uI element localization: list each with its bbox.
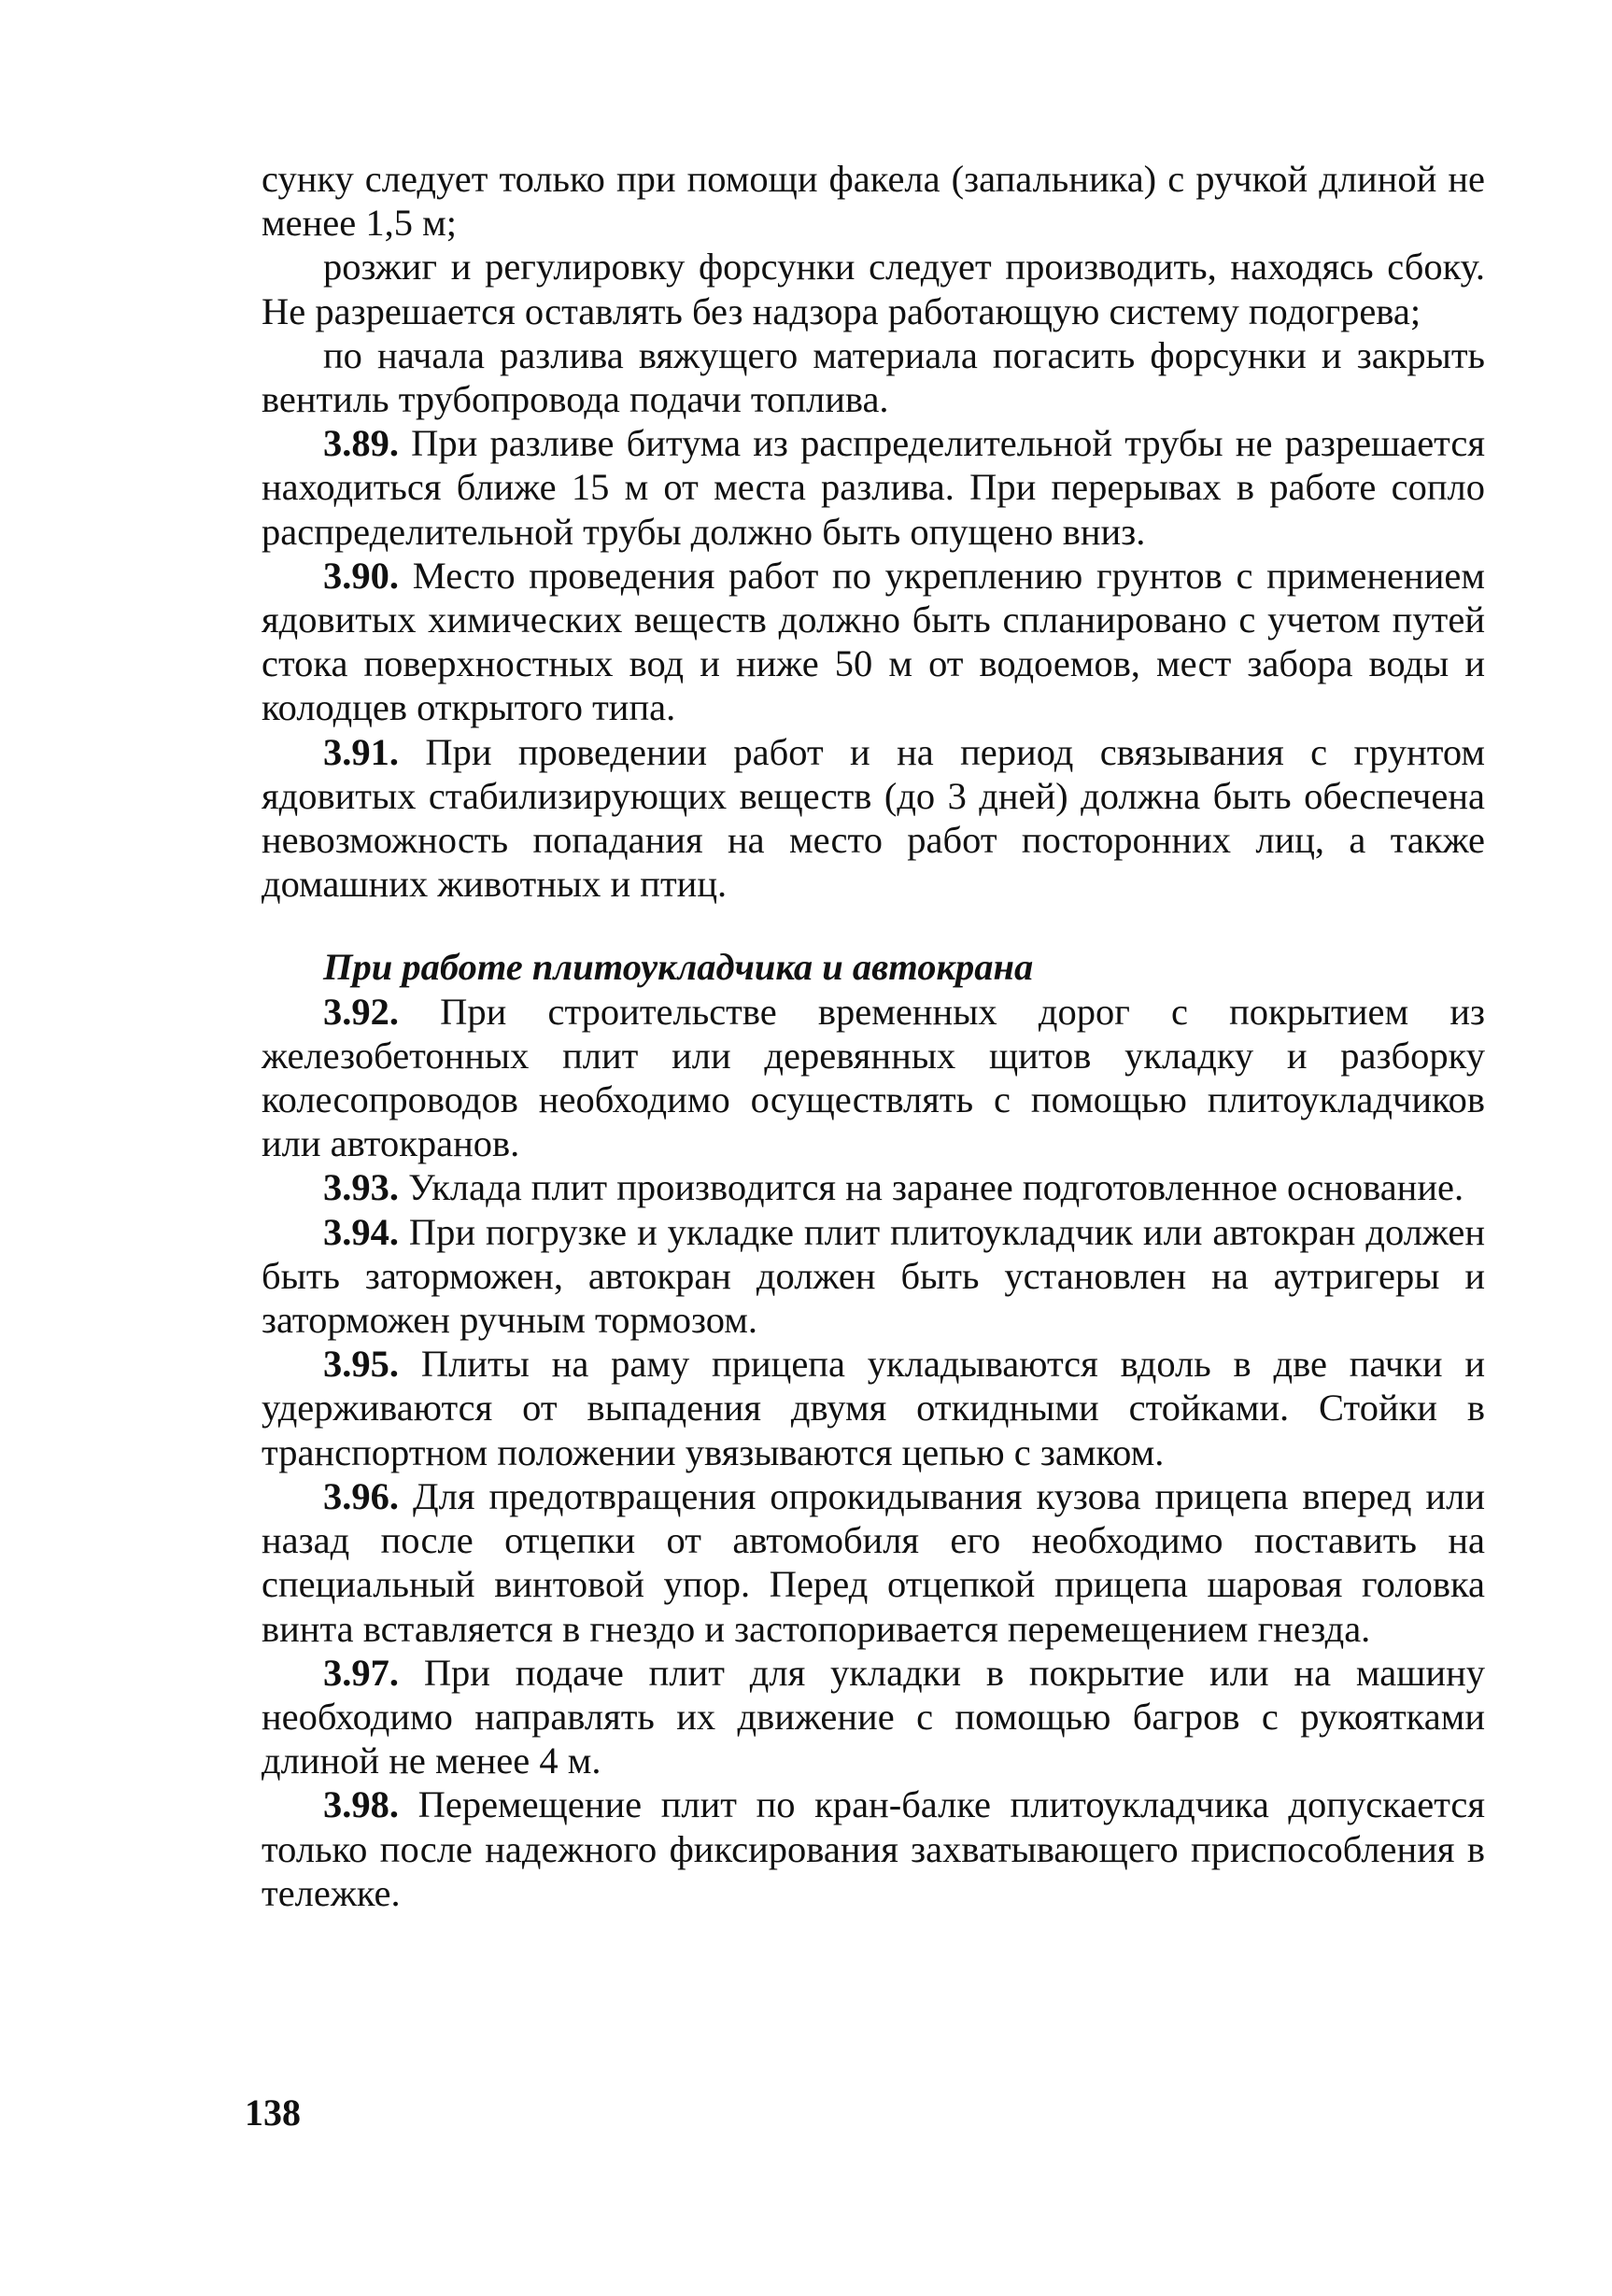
clause-text: Перемещение плит по кран-балке плитоукладчика допускается только после надежного фиксирования захватывающего приспособления в тележке. <box>262 1783 1485 1914</box>
clause-text: При разливе битума из распределительной трубы не разрешается находиться ближе 15 м от места разлива. При перерывах в работе сопло распределительной трубы должно быть опущено вниз. <box>262 422 1485 553</box>
clause-text: Уклада плит производится на заранее подготовленное основание. <box>399 1166 1464 1209</box>
clause-3-89 <box>262 421 1485 554</box>
clause-text: При строительстве временных дорог с покрытием из железобетонных плит или деревянных щитов укладку и разборку колесопроводов необходимо осуществлять с помощью плитоукладчиков или автокранов. <box>262 990 1485 1165</box>
opening-paragraph: сунку следует только при помощи факела (запальника) с ручкой длиной не менее 1,5 м; <box>262 158 1485 245</box>
clause-3-98 <box>262 1782 1485 1915</box>
clause-number: 3.94. <box>323 1210 399 1253</box>
section-heading: При работе плитоукладчика и автокрана <box>323 946 1034 989</box>
clause-text: При подаче плит для укладки в покрытие или на машину необходимо направлять их движение с помощью багров с рукоятками длиной не менее 4 м. <box>262 1651 1485 1782</box>
clause-number: 3.89. <box>323 422 399 465</box>
clause-3-94 <box>262 1210 1485 1343</box>
clause-3-95 <box>262 1342 1485 1474</box>
clause-number: 3.91. <box>323 730 399 773</box>
list-item: по начала разлива вяжущего материала погасить форсунки и закрыть вентиль трубопровода подачи топлива. <box>262 333 1485 421</box>
clause-text: Плиты на раму прицепа укладываются вдоль в две пачки и удерживаются от выпадения двумя откидными стойками. Стойки в транспортном положении увязываются цепью с замком. <box>262 1343 1485 1473</box>
clause-3-97 <box>262 1651 1485 1783</box>
clause-text: При проведении работ и на период связывания с грунтом ядовитых стабилизирующих веществ (до 3 дней) должна быть обеспечена невозможность попадания на место работ посторонних лиц, а также домашних животных и птиц. <box>262 730 1485 906</box>
clause-number: 3.95. <box>323 1343 399 1386</box>
clause-3-90 <box>262 554 1485 730</box>
clause-number: 3.93. <box>323 1166 399 1209</box>
clause-3-93 <box>262 1165 1485 1209</box>
clause-text: При погрузке и укладке плит плитоукладчик или автокран должен быть заторможен, автокран должен быть установлен на аутригеры и заторможен ручным тормозом. <box>262 1210 1485 1342</box>
clause-text: Место проведения работ по укреплению грунтов с применением ядовитых химических веществ должно быть спланировано с учетом путей стока поверхностных вод и ниже 50 м от водоемов, мест забора воды и колодцев открытого типа. <box>262 554 1485 729</box>
clause-number: 3.90. <box>323 554 399 597</box>
clause-3-91 <box>262 730 1485 907</box>
page-number: 138 <box>245 2092 301 2134</box>
clause-number: 3.92. <box>323 990 399 1033</box>
clause-number: 3.97. <box>323 1651 399 1694</box>
clause-3-96 <box>262 1474 1485 1651</box>
page-body <box>262 157 1485 1915</box>
clause-3-92 <box>262 990 1485 1166</box>
clause-number: 3.96. <box>323 1474 399 1517</box>
list-item: розжиг и регулировку форсунки следует производить, находясь сбоку. Не разрешается оставлять без надзора работающую систему подогрева; <box>262 246 1485 332</box>
clause-number: 3.98. <box>323 1783 399 1826</box>
clause-text: Для предотвращения опрокидывания кузова прицепа вперед или назад после отцепки от автомобиля его необходимо поставить на специальный винтовой упор. Перед отцепкой прицепа шаровая головка винта вставляется в гнездо и застопоривается перемещением гнезда. <box>262 1474 1485 1650</box>
